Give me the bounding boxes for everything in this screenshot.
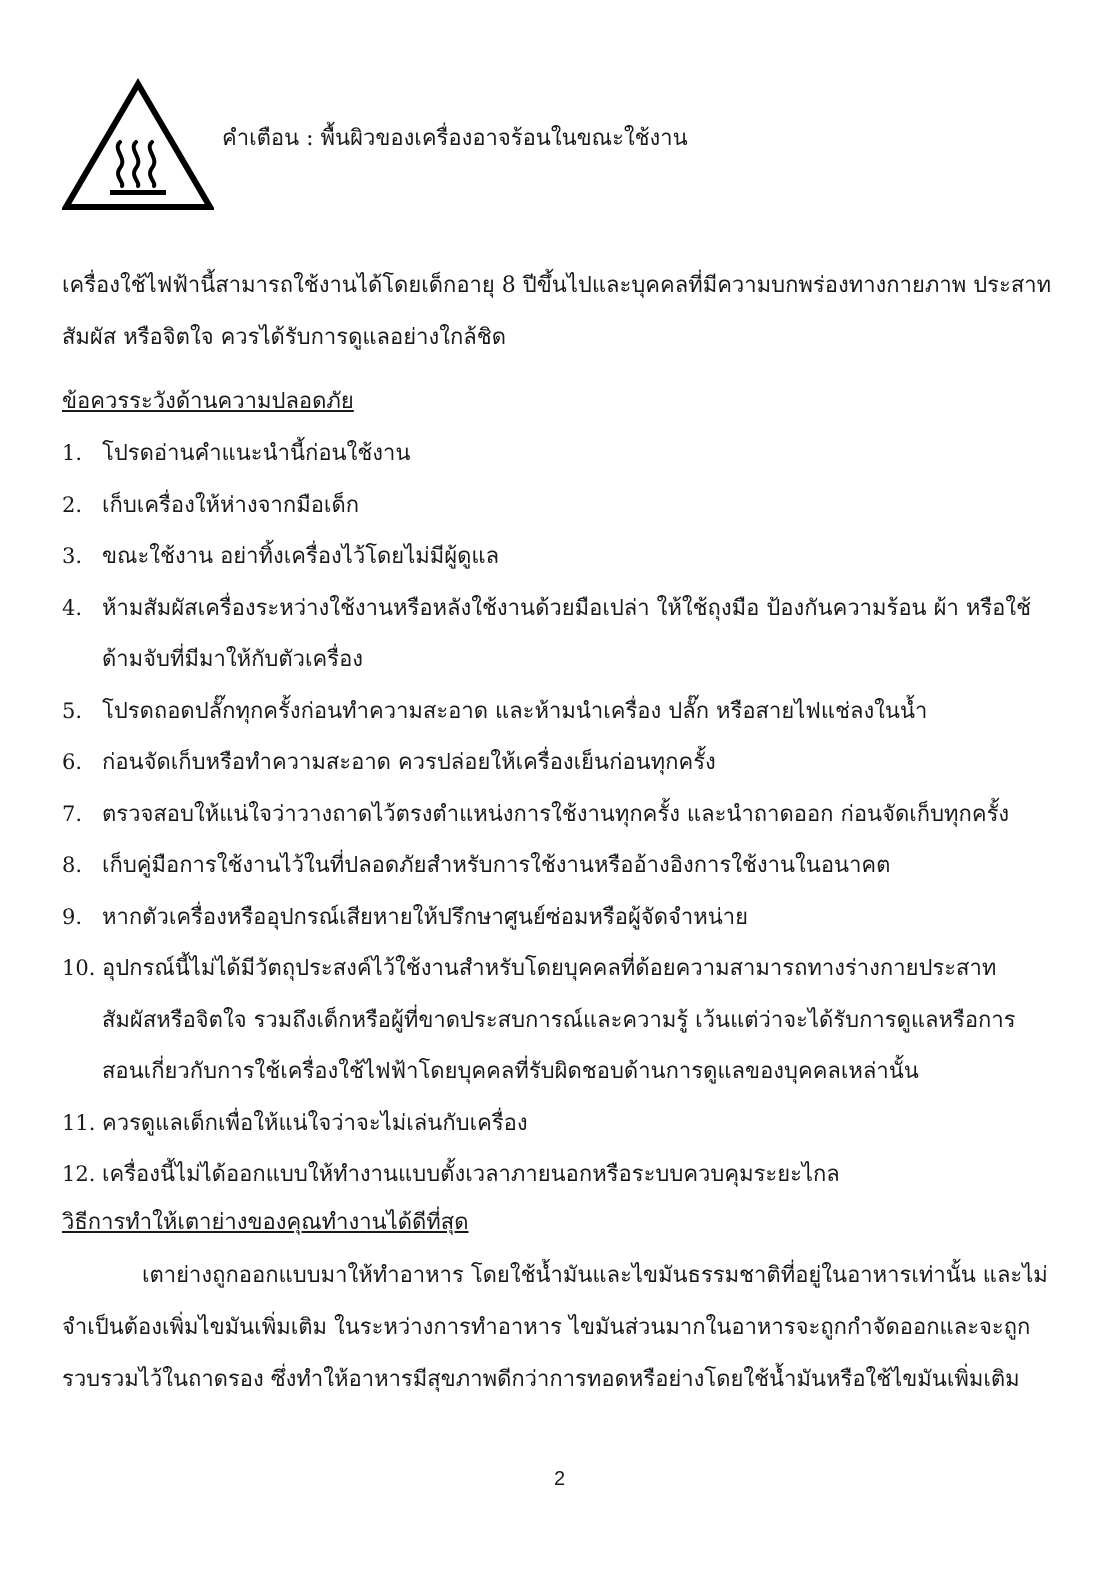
safety-list: [62, 428, 1062, 1201]
safety-item: [62, 480, 1062, 532]
item-text: ขณะใช้งาน อย่าทิ้งเครื่องไว้โดยไม่มีผู้ดูแล: [102, 544, 500, 569]
item-number: 8.: [62, 853, 83, 877]
item-number: 6.: [62, 750, 83, 774]
item-text: โปรดถอดปลั๊กทุกครั้งก่อนทำความสะอาด และห้ามนำเครื่อง ปลั๊ก หรือสายไฟแช่ลงในน้ำ: [102, 698, 928, 724]
item-text: ห้ามสัมผัสเครื่องระหว่างใช้งานหรือหลังใช้งานด้วยมือเปล่า ให้ใช้ถุงมือ ป้องกันความร้อน ผ้า หรือใช้: [102, 595, 1032, 621]
safety-item: [62, 1098, 1062, 1150]
safety-heading: ข้อควรระวังด้านความปลอดภัย: [62, 389, 354, 414]
tips-line: รวบรวมไว้ในถาดรอง ซึ่งทำให้อาหารมีสุขภาพดีกว่าการทอดหรือย่างโดยใช้น้ำมันหรือใช้ไขมันเพิ่มเติม: [62, 1367, 1020, 1392]
item-number: 10.: [62, 956, 96, 980]
item-text: เครื่องนี้ไม่ได้ออกแบบให้ทำงานแบบตั้งเวลาภายนอกหรือระบบควบคุมระยะไกล: [102, 1162, 840, 1187]
hot-surface-warning-icon: [62, 78, 214, 213]
safety-item: [62, 531, 1062, 583]
item-number: 2.: [62, 492, 83, 517]
item-number: 7.: [62, 801, 83, 826]
item-text: ก่อนจัดเก็บหรือทำความสะอาด ควรปล่อยให้เครื่องเย็นก่อนทุกครั้ง: [102, 750, 716, 775]
safety-item: [62, 943, 1062, 1098]
safety-item: [62, 737, 1062, 789]
item-text: อุปกรณ์นี้ไม่ได้มีวัตถุประสงค์ไว้ใช้งานสำหรับโดยบุคคลที่ด้อยความสามารถทางร่างกายประสาท: [102, 956, 997, 981]
item-number: 1.: [62, 441, 83, 465]
intro-paragraph: [62, 260, 1062, 364]
safety-item: [62, 840, 1062, 892]
tips-heading: วิธีการทำให้เตาย่างของคุณทำงานได้ดีที่สุด: [62, 1210, 469, 1235]
safety-item: [62, 583, 1062, 686]
intro-line: เครื่องใช้ไฟฟ้านี้สามารถใช้งานได้โดยเด็กอายุ 8 ปีขึ้นไปและบุคคลที่มีความบกพร่องทางกายภาพ ประสาท: [62, 273, 1052, 298]
item-text: เก็บคู่มือการใช้งานไว้ในที่ปลอดภัยสำหรับการใช้งานหรืออ้างอิงการใช้งานในอนาคต: [102, 853, 891, 878]
page-number: 2: [553, 1468, 566, 1490]
item-text: ตรวจสอบให้แน่ใจว่าวางถาดไว้ตรงตำแหน่งการใช้งานทุกครั้ง และนำถาดออก ก่อนจัดเก็บทุกครั้ง: [102, 801, 1010, 827]
item-number: 12.: [62, 1162, 96, 1186]
safety-item: [62, 789, 1062, 841]
intro-line: สัมผัส หรือจิตใจ ควรได้รับการดูแลอย่างใกล้ชิด: [62, 325, 506, 350]
safety-item: [62, 1149, 1062, 1201]
warning-text: คำเตือน : พื้นผิวของเครื่องอาจร้อนในขณะใช้งาน: [222, 126, 688, 151]
item-number: 9.: [62, 904, 83, 929]
item-text: ด้ามจับที่มีมาให้กับตัวเครื่อง: [102, 647, 364, 672]
item-text: เก็บเครื่องให้ห่างจากมือเด็ก: [102, 492, 360, 518]
tips-line: จำเป็นต้องเพิ่มไขมันเพิ่มเติม ในระหว่างการทำอาหาร ไขมันส่วนมากในอาหารจะถูกกำจัดออกและจะถูก: [62, 1315, 1031, 1340]
item-text: สัมผัสหรือจิตใจ รวมถึงเด็กหรือผู้ที่ขาดประสบการณ์และความรู้ เว้นแต่ว่าจะได้รับการดูแลหรือการ: [102, 1007, 1016, 1033]
item-number: 4.: [62, 595, 83, 620]
item-text: ควรดูแลเด็กเพื่อให้แน่ใจว่าจะไม่เล่นกับเครื่อง: [102, 1110, 528, 1136]
item-number: 3.: [62, 544, 83, 568]
item-number: 11.: [62, 1110, 96, 1135]
warning-block: [62, 78, 1062, 213]
tips-paragraph: [62, 1250, 1062, 1406]
item-text: หากตัวเครื่องหรืออุปกรณ์เสียหายให้ปรึกษาศูนย์ซ่อมหรือผู้จัดจำหน่าย: [102, 904, 749, 930]
safety-item: [62, 428, 1062, 480]
tips-line: เตาย่างถูกออกแบบมาให้ทำอาหาร โดยใช้น้ำมันและไขมันธรรมชาติที่อยู่ในอาหารเท่านั้น และไม่: [142, 1263, 1048, 1288]
safety-item: [62, 892, 1062, 944]
item-text: สอนเกี่ยวกับการใช้เครื่องใช้ไฟฟ้าโดยบุคคลที่รับผิดชอบด้านการดูแลของบุคคลเหล่านั้น: [102, 1059, 919, 1084]
safety-item: [62, 686, 1062, 738]
item-number: 5.: [62, 698, 83, 723]
item-text: โปรดอ่านคำแนะนำนี้ก่อนใช้งาน: [102, 441, 411, 466]
